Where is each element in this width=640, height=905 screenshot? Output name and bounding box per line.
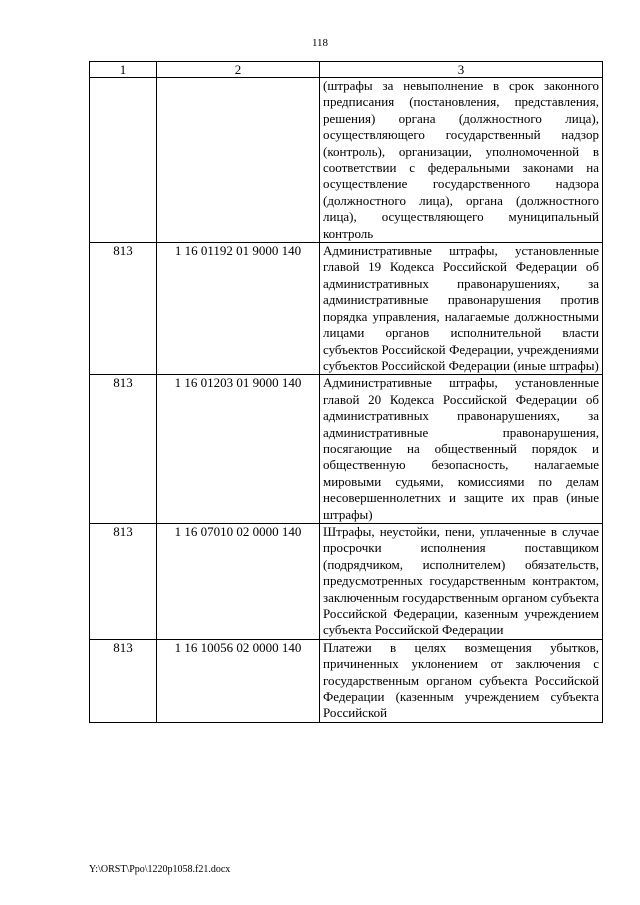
table-row bbox=[90, 523, 603, 639]
kbk-cell: 1 16 07010 02 0000 140 bbox=[157, 523, 320, 639]
document-table bbox=[89, 61, 603, 723]
header-col-1: 1 bbox=[90, 62, 157, 78]
header-col-2: 2 bbox=[157, 62, 320, 78]
table-header-row bbox=[90, 62, 603, 78]
header-col-3: 3 bbox=[320, 62, 603, 78]
kbk-cell: 1 16 10056 02 0000 140 bbox=[157, 639, 320, 722]
code-cell: 813 bbox=[90, 523, 157, 639]
code-cell: 813 bbox=[90, 375, 157, 524]
code-cell: 813 bbox=[90, 639, 157, 722]
description-cell: (штрафы за невыполнение в срок законного предписания (постановления, представления, решения) органа (должностного лица), осуществляющего государственный надзор (контроль), организации, уполномоченной в соответствии с федеральными законами на осуществление государственного надзора (должностного лица), органа (должностного лица), осуществляющего муниципальный контроль bbox=[320, 78, 603, 243]
code-cell bbox=[90, 78, 157, 243]
kbk-cell: 1 16 01203 01 9000 140 bbox=[157, 375, 320, 524]
page-number: 118 bbox=[311, 37, 329, 49]
table-row bbox=[90, 375, 603, 524]
table-row bbox=[90, 639, 603, 722]
kbk-cell: 1 16 01192 01 9000 140 bbox=[157, 243, 320, 375]
code-cell: 813 bbox=[90, 243, 157, 375]
table-row bbox=[90, 243, 603, 375]
description-cell: Штрафы, неустойки, пени, уплаченные в случае просрочки исполнения поставщиком (подрядчиком, исполнителем) обязательств, предусмотренных государственным контрактом, заключенным государственным органом субъекта Российской Федерации, казенным учреждением субъекта Российской Федерации bbox=[320, 523, 603, 639]
file-path-footer: Y:\ORST\Ppo\1220p1058.f21.docx bbox=[89, 864, 231, 875]
description-cell: Административные штрафы, установленные главой 20 Кодекса Российской Федерации об административных правонарушениях, за административные правонарушения, посягающие на общественный порядок и общественную безопасность, налагаемые мировыми судьями, комиссиями по делам несовершеннолетних и защите их прав (иные штрафы) bbox=[320, 375, 603, 524]
table-row bbox=[90, 78, 603, 243]
description-cell: Административные штрафы, установленные главой 19 Кодекса Российской Федерации об административных правонарушениях, за административные правонарушения против порядка управления, налагаемые должностными лицами органов исполнительной власти субъектов Российской Федерации, учреждениями субъектов Российской Федерации (иные штрафы) bbox=[320, 243, 603, 375]
kbk-cell bbox=[157, 78, 320, 243]
description-cell: Платежи в целях возмещения убытков, причиненных уклонением от заключения с государственным органом субъекта Российской Федерации (казенным учреждением субъекта Российской bbox=[320, 639, 603, 722]
